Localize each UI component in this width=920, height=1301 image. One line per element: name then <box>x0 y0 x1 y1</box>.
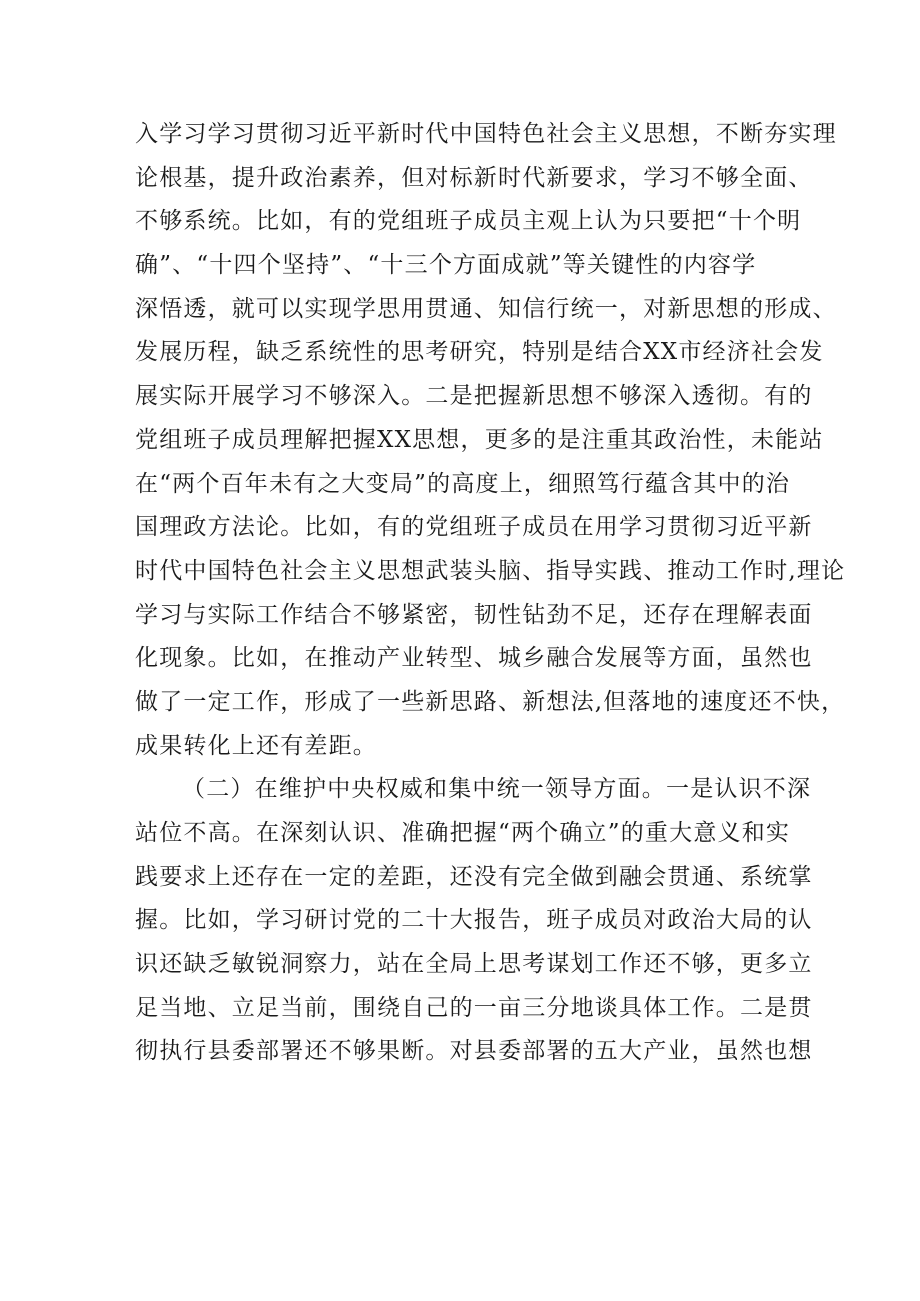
text-line: 时代中国特色社会主义思想武装头脑、指导实践、推动工作时,理论 <box>135 557 846 584</box>
text-line: 足当地、立足当前，围绕自己的一亩三分地谈具体工作。二是贯 <box>135 994 813 1021</box>
text-line: 成果转化上还有差距。 <box>135 732 377 759</box>
text-line: （二）在维护中央权威和集中统一领导方面。一是认识不深 <box>182 776 812 803</box>
text-line: 论根基，提升政治素养，但对标新时代新要求，学习不够全面、 <box>135 164 813 191</box>
text-line: 发展历程，缺乏系统性的思考研究，特别是结合XX市经济社会发 <box>135 339 824 366</box>
text-line: 在“两个百年未有之大变局”的高度上，细照笃行蕴含其中的治 <box>135 470 791 497</box>
paragraph-1 <box>135 113 846 768</box>
text-line: 入学习学习贯彻习近平新时代中国特色社会主义思想，不断夯实理 <box>135 121 837 147</box>
text-line: 确”、“十四个坚持”、“十三个方面成就”等关键性的内容学 <box>135 252 757 279</box>
text-line: 彻执行县委部署还不够果断。对县委部署的五大产业，虽然也想 <box>135 1038 813 1065</box>
text-line: 展实际开展学习不够深入。二是把握新思想不够深入透彻。有的 <box>135 383 813 410</box>
text-line: 国理政方法论。比如，有的党组班子成员在用学习贯彻习近平新 <box>135 514 813 541</box>
text-line: 践要求上还存在一定的差距，还没有完全做到融会贯通、系统掌 <box>135 863 813 890</box>
paragraph-2 <box>135 768 813 1074</box>
text-line: 站位不高。在深刻认识、准确把握“两个确立”的重大意义和实 <box>135 820 791 846</box>
text-line: 做了一定工作，形成了一些新思路、新想法,但落地的速度还不快， <box>135 688 846 715</box>
text-line: 党组班子成员理解把握XX思想，更多的是注重其政治性，未能站 <box>135 426 824 453</box>
text-line: 深悟透，就可以实现学思用贯通、知信行统一，对新思想的形成、 <box>135 295 837 322</box>
text-line: 化现象。比如，在推动产业转型、城乡融合发展等方面，虽然也 <box>135 645 813 672</box>
document-body <box>135 113 846 1074</box>
text-line: 不够系统。比如，有的党组班子成员主观上认为只要把“十个明 <box>135 208 802 235</box>
text-line: 学习与实际工作结合不够紧密，韧性钻劲不足，还存在理解表面 <box>135 601 813 628</box>
text-line: 识还缺乏敏锐洞察力，站在全局上思考谋划工作还不够，更多立 <box>135 951 813 978</box>
text-line: 握。比如，学习研讨党的二十大报告，班子成员对政治大局的认 <box>135 907 813 934</box>
